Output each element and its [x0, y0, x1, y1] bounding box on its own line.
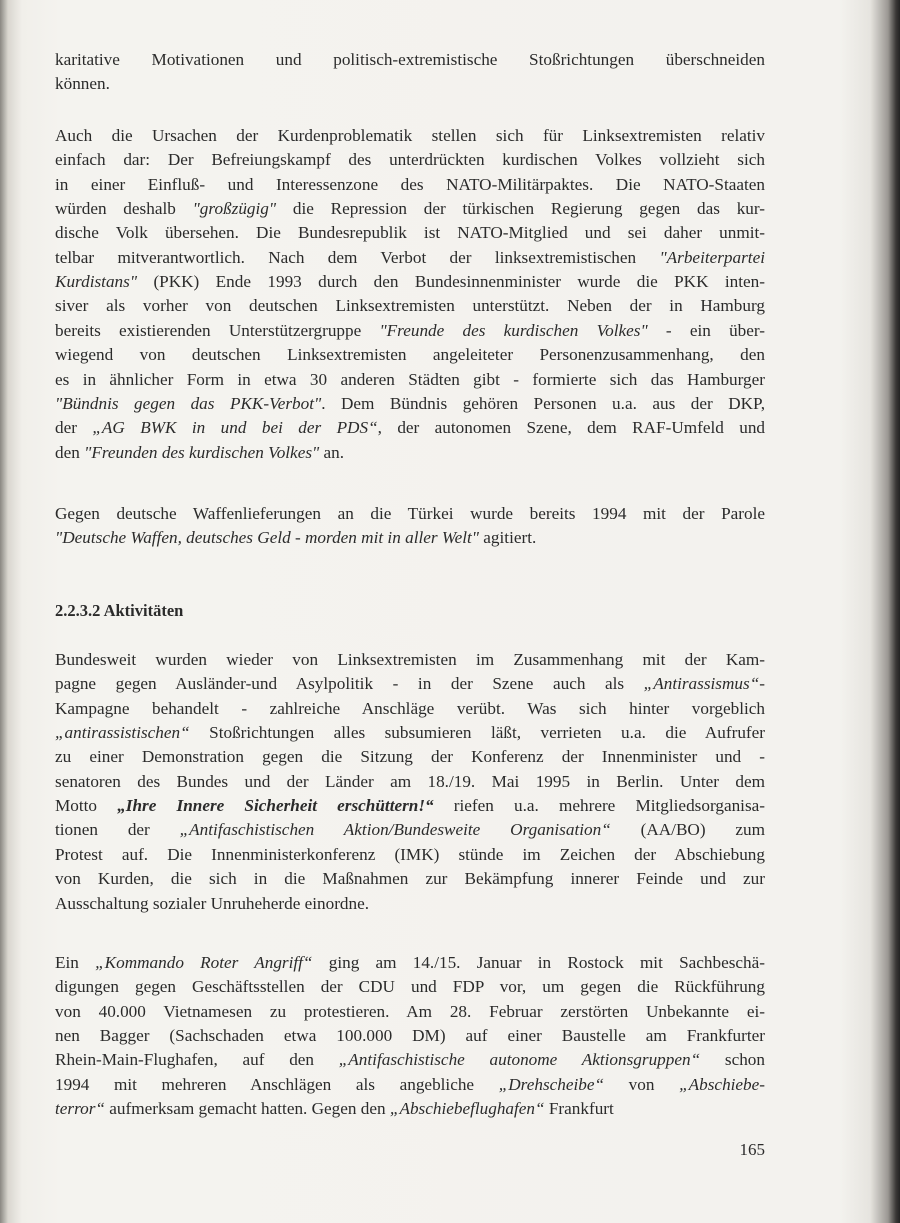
emphasized-text: "großzügig" — [192, 199, 277, 219]
text-line — [55, 673, 765, 695]
text-run: senatoren des Bundes und der Länder am 18./19. Mai 1995 in Berlin. Unter dem — [55, 771, 765, 791]
text-run: von Kurden, die sich in die Maßnahmen zur Bekämpfung innerer Feinde und zur — [55, 869, 765, 889]
text-run: pagne gegen Ausländer-und Asylpolitik - in der Szene auch als — [55, 674, 644, 694]
text-line — [55, 698, 765, 720]
emphasized-text: „Abschiebeflughafen“ — [389, 1099, 545, 1119]
text-run: karitative Motivationen und politisch-extremistische Stoßrichtungen überschneiden — [55, 50, 765, 69]
text-line — [55, 320, 765, 342]
emphasized-text: „Drehscheibe“ — [498, 1074, 605, 1094]
text-line — [55, 174, 765, 196]
text-line — [55, 149, 765, 171]
text-run: tionen der — [55, 820, 180, 840]
text-line — [55, 295, 765, 317]
text-run: einfach dar: Der Befreiungskampf des unterdrückten kurdischen Volkes vollzieht sich — [55, 150, 765, 170]
text-run: telbar mitverantwortlich. Nach dem Verbot der linksextremistischen — [55, 247, 660, 267]
text-run: die Repression der türkischen Regierung gegen das kur- — [276, 199, 765, 219]
text-line — [55, 771, 765, 793]
text-run: Kampagne behandelt - zahlreiche Anschläge verübt. Was sich hinter vorgeblich — [55, 698, 765, 718]
text-line — [55, 417, 765, 439]
text-run: würden deshalb — [55, 199, 193, 219]
text-line — [55, 819, 765, 841]
text-run: schon — [700, 1050, 765, 1070]
text-run: dische Volk übersehen. Die Bundesrepublik ist NATO-Mitglied und sei daher unmit- — [55, 223, 765, 243]
text-run: aufmerksam gemacht hatten. Gegen den — [104, 1099, 390, 1119]
text-line — [55, 222, 765, 244]
text-line — [55, 125, 765, 147]
text-run: Motto — [55, 796, 118, 816]
text-line — [55, 952, 765, 974]
text-run: wiegend von deutschen Linksextremisten angeleiteter Personenzusammenhang, den — [55, 345, 765, 365]
text-line — [55, 844, 765, 866]
text-run: (PKK) Ende 1993 durch den Bundesinnenminister wurde die PKK inten- — [137, 272, 765, 292]
text-line — [55, 722, 765, 744]
text-run: zu einer Demonstration gegen die Sitzung der Konferenz der Innenminister und - — [55, 747, 765, 767]
text-run: der — [55, 418, 93, 438]
text-run: Frankfurt — [544, 1099, 614, 1119]
text-run: Bundesweit wurden wieder von Linksextremisten im Zusammenhang mit der Kam- — [55, 650, 765, 669]
emphasized-text: „AG BWK in und bei der PDS“ — [92, 418, 378, 438]
emphasized-text: "Deutsche Waffen, deutsches Geld - morden mit in aller Welt" — [55, 528, 479, 548]
emphasized-text: "Freunden des kurdischen Volkes" — [84, 442, 320, 462]
emphasized-text: „Abschiebe- — [679, 1074, 766, 1094]
text-line — [55, 369, 765, 391]
text-line — [55, 893, 765, 915]
text-run: Ausschaltung sozialer Unruheherde einordne. — [55, 893, 370, 913]
text-line — [55, 1098, 765, 1120]
text-run: es in ähnlicher Form in etwa 30 anderen Städten gibt - formierte sich das Hamburger — [55, 369, 765, 389]
text-run: 1994 mit mehreren Anschlägen als angebliche — [55, 1074, 499, 1094]
text-line — [55, 976, 765, 998]
text-run: agitiert. — [479, 528, 537, 548]
emphasized-text: „Kommando Roter Angriff“ — [95, 953, 313, 972]
text-line — [55, 527, 765, 549]
text-line — [55, 795, 765, 817]
emphasized-text: „Antifaschistische autonome Aktionsgruppen“ — [338, 1050, 701, 1070]
text-run: , der autonomen Szene, dem RAF-Umfeld und — [377, 418, 766, 438]
emphasized-text: "Bündnis gegen das PKK-Verbot" — [55, 393, 322, 413]
emphasized-text: „antirassistischen“ — [55, 723, 190, 743]
section-heading: 2.2.3.2 Aktivitäten — [55, 601, 184, 620]
text-run: . Dem Bündnis gehören Personen u.a. aus der DKP, — [321, 393, 765, 413]
text-line — [55, 344, 765, 366]
text-run: Protest auf. Die Innenministerkonferenz (IMK) stünde im Zeichen der Abschiebung — [55, 844, 765, 864]
text-line — [55, 49, 765, 71]
text-run: riefen u.a. mehrere Mitgliedsorganisa- — [433, 796, 765, 816]
text-run: von — [604, 1074, 680, 1094]
text-run: ging am 14./15. Januar in Rostock mit Sachbeschä- — [312, 953, 765, 972]
text-line — [55, 1074, 765, 1096]
text-line — [55, 73, 765, 95]
page-number: 165 — [739, 1140, 765, 1159]
text-line — [55, 1001, 765, 1023]
text-run: Stoßrichtungen alles subsumieren läßt, verrieten u.a. die Aufrufer — [189, 723, 765, 743]
text-line — [55, 247, 765, 269]
text-run: bereits existierenden Unterstützergruppe — [55, 320, 380, 340]
text-line — [55, 649, 765, 671]
emphasized-text: „Antifaschistischen Aktion/Bundesweite Organisation“ — [179, 820, 611, 840]
text-run: den — [55, 442, 85, 462]
text-run: können. — [55, 74, 110, 94]
text-run: - ein über- — [647, 320, 765, 340]
text-run: Ein — [55, 953, 96, 972]
emphasized-text: "Freunde des kurdischen Volkes" — [379, 320, 648, 340]
emphasized-text: Kurdistans" — [55, 272, 138, 292]
text-run: - — [759, 674, 765, 694]
text-line — [55, 746, 765, 768]
text-line — [55, 1049, 765, 1071]
text-run: digungen gegen Geschäftsstellen der CDU und FDP vor, um gegen die Rückführung — [55, 977, 765, 997]
text-line — [55, 393, 765, 415]
text-line — [55, 503, 765, 525]
text-run: siver als vorher von deutschen Linksextremisten unterstützt. Neben der in Hamburg — [55, 296, 765, 316]
emphasized-text: „Antirassismus“ — [643, 674, 760, 694]
text-line — [55, 271, 765, 293]
text-run: an. — [319, 442, 345, 462]
text-line — [55, 868, 765, 890]
text-run: Rhein-Main-Flughafen, auf den — [55, 1050, 339, 1070]
emphasized-text: terror“ — [55, 1099, 105, 1119]
text-run: Gegen deutsche Waffenlieferungen an die Türkei wurde bereits 1994 mit der Parole — [55, 504, 765, 523]
text-run: von 40.000 Vietnamesen zu protestieren. Am 28. Februar zerstörten Unbekannte ei- — [55, 1001, 765, 1021]
text-run: (AA/BO) zum — [610, 820, 765, 840]
text-line — [55, 198, 765, 220]
text-line — [55, 442, 765, 464]
text-line — [55, 1025, 765, 1047]
emphasized-text: „Ihre Innere Sicherheit erschüttern!“ — [117, 796, 434, 816]
text-run: Auch die Ursachen der Kurdenproblematik stellen sich für Linksextremisten relativ — [55, 126, 765, 145]
text-run: nen Bagger (Sachschaden etwa 100.000 DM) auf einer Baustelle am Frankfurter — [55, 1026, 765, 1046]
text-run: in einer Einfluß- und Interessenzone des NATO-Militärpaktes. Die NATO-Staaten — [55, 174, 765, 194]
emphasized-text: "Arbeiterpartei — [659, 247, 765, 267]
